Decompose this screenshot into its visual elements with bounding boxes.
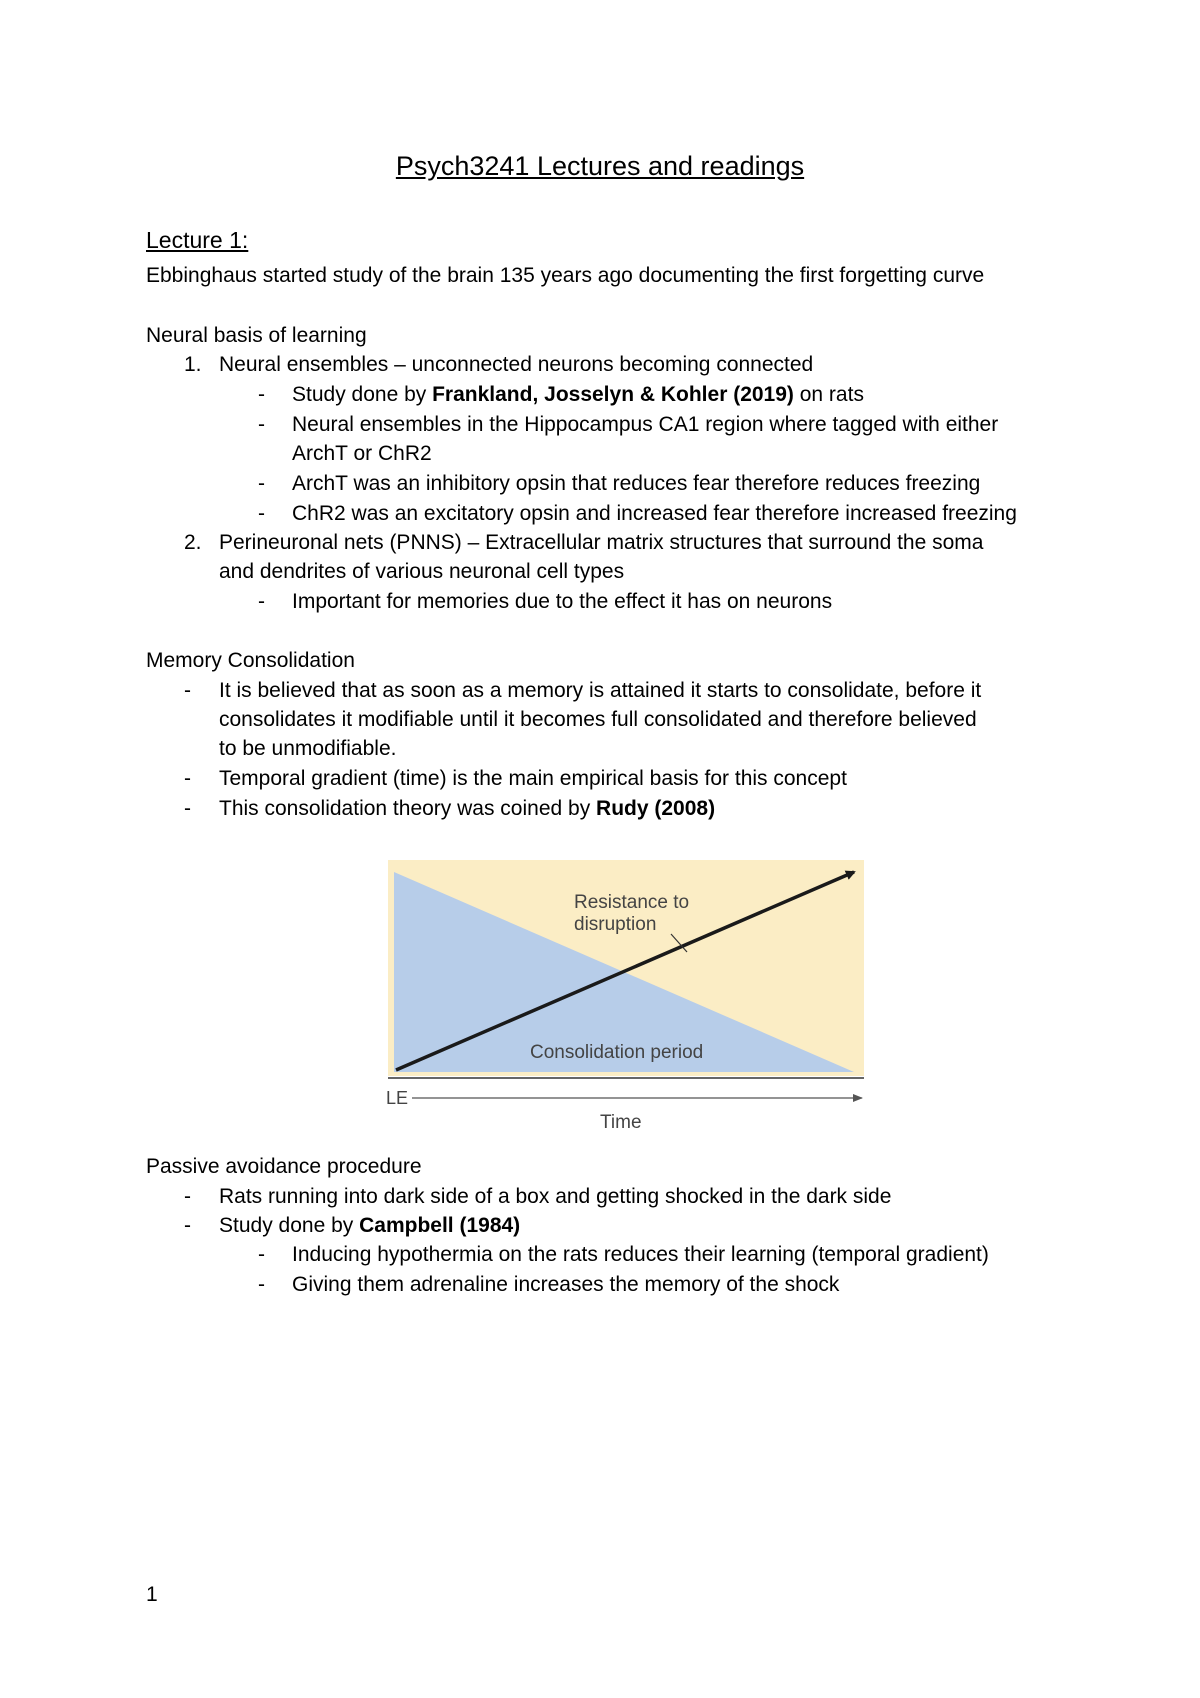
list-item: Neural ensembles in the Hippocampus CA1 region where tagged with either: [292, 413, 999, 436]
list-item: Giving them adrenaline increases the memory of the shock: [292, 1273, 840, 1296]
list-item: Study done by Frankland, Josselyn & Kohler (2019) on rats: [292, 383, 864, 406]
bullet-dash: -: [258, 1273, 265, 1296]
memory-consolidation-heading: Memory Consolidation: [146, 649, 355, 672]
consolidation-diagram: [384, 856, 868, 1134]
bullet-dash: -: [258, 413, 265, 436]
list-item-continuation: ArchT or ChR2: [292, 442, 432, 465]
bullet-dash: -: [184, 679, 191, 702]
list-item: Inducing hypothermia on the rats reduces their learning (temporal gradient): [292, 1243, 989, 1266]
list-item: ArchT was an inhibitory opsin that reduces fear therefore reduces freezing: [292, 472, 981, 495]
time-label: Time: [600, 1112, 642, 1133]
bullet-dash: -: [258, 1243, 265, 1266]
lecture-heading: Lecture 1:: [146, 227, 249, 253]
bullet-dash: -: [258, 472, 265, 495]
list-item: It is believed that as soon as a memory is attained it starts to consolidate, before it: [219, 679, 982, 702]
resistance-label: Resistance to: [574, 892, 690, 913]
list-item: Neural ensembles – unconnected neurons becoming connected: [219, 353, 814, 376]
list-item: Study done by Campbell (1984): [219, 1214, 521, 1237]
list-item: Rats running into dark side of a box and getting shocked in the dark side: [219, 1185, 892, 1208]
list-item: This consolidation theory was coined by Rudy (2008): [219, 797, 716, 820]
bullet-dash: -: [258, 383, 265, 406]
list-number: 2.: [184, 531, 202, 554]
bullet-dash: -: [184, 1214, 191, 1237]
bullet-dash: -: [184, 767, 191, 790]
list-number: 1.: [184, 353, 202, 376]
consolidation-label: Consolidation period: [530, 1042, 704, 1063]
origin-label: LE: [386, 1088, 409, 1108]
resistance-label: disruption: [574, 914, 657, 935]
list-item: Important for memories due to the effect it has on neurons: [292, 590, 833, 613]
list-item: ChR2 was an excitatory opsin and increased fear therefore increased freezing: [292, 502, 1017, 525]
intro-text: Ebbinghaus started study of the brain 135 years ago documenting the first forgetting curve: [146, 264, 985, 287]
list-item-continuation: consolidates it modifiable until it becomes full consolidated and therefore believed: [219, 708, 977, 731]
list-item: Temporal gradient (time) is the main empirical basis for this concept: [219, 767, 847, 790]
bullet-dash: -: [184, 1185, 191, 1208]
neural-basis-heading: Neural basis of learning: [146, 324, 367, 347]
bullet-dash: -: [258, 590, 265, 613]
list-item-continuation: to be unmodifiable.: [219, 737, 397, 760]
list-item-continuation: and dendrites of various neuronal cell types: [219, 560, 625, 583]
page-title: Psych3241 Lectures and readings: [395, 151, 805, 181]
bullet-dash: -: [184, 797, 191, 820]
bullet-dash: -: [258, 502, 265, 525]
passive-avoidance-heading: Passive avoidance procedure: [146, 1155, 422, 1178]
list-item: Perineuronal nets (PNNS) – Extracellular matrix structures that surround the soma: [219, 531, 984, 554]
page-number: 1: [146, 1583, 158, 1606]
